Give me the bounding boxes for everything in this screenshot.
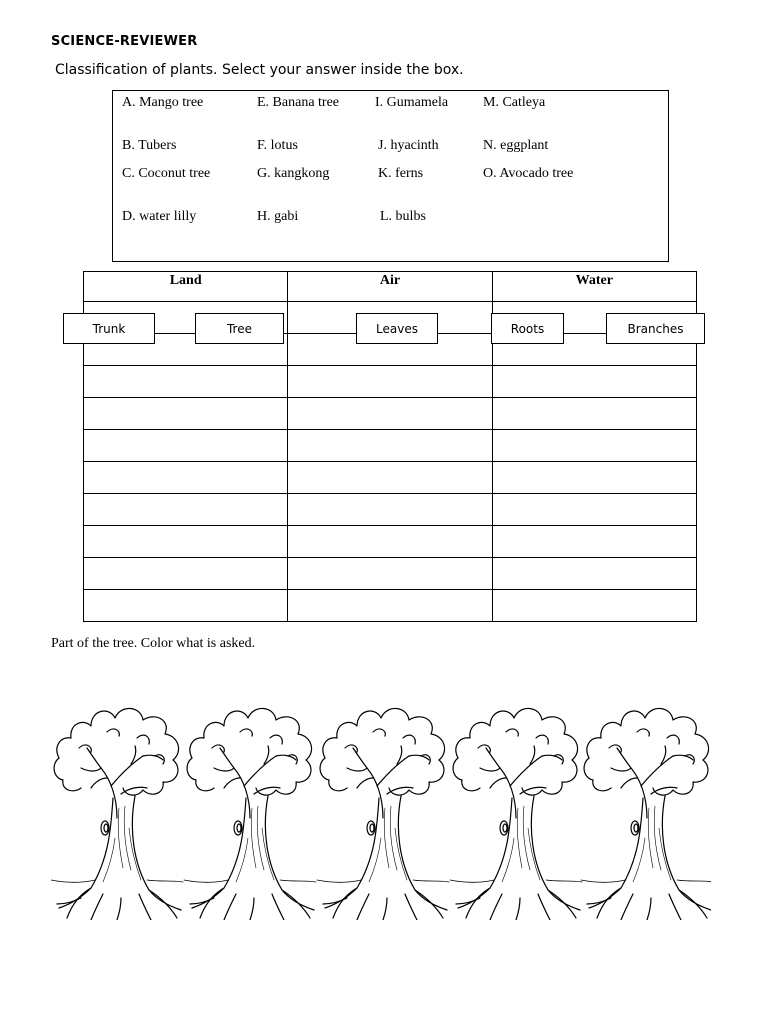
table-row <box>84 526 697 558</box>
answer-cell[interactable] <box>84 398 288 430</box>
answer-choices-box <box>112 90 669 262</box>
column-header-water: Water <box>492 272 696 302</box>
part-label-trunk: Trunk <box>63 313 155 344</box>
choice-item: O. Avocado tree <box>483 166 574 181</box>
choice-item: J. hyacinth <box>378 138 439 153</box>
table-row <box>84 494 697 526</box>
answer-cell[interactable] <box>84 526 288 558</box>
choice-item: M. Catleya <box>483 95 546 110</box>
part-label-roots: Roots <box>491 313 564 344</box>
part-label-branches: Branches <box>606 313 705 344</box>
choice-item: F. lotus <box>257 138 298 153</box>
answer-cell[interactable] <box>84 558 288 590</box>
column-header-land: Land <box>84 272 288 302</box>
tree-illustrations <box>51 698 711 920</box>
choice-item: G. kangkong <box>257 166 330 181</box>
answer-cell[interactable] <box>288 558 492 590</box>
choice-item: B. Tubers <box>122 138 177 153</box>
tree-section-instruction: Part of the tree. Color what is asked. <box>51 636 256 651</box>
table-row <box>84 462 697 494</box>
answer-cell[interactable] <box>492 494 696 526</box>
part-label-leaves: Leaves <box>356 313 438 344</box>
answer-cell[interactable] <box>288 398 492 430</box>
choice-item: A. Mango tree <box>122 95 204 110</box>
answer-cell[interactable] <box>288 494 492 526</box>
answer-cell[interactable] <box>492 398 696 430</box>
answer-cell[interactable] <box>492 430 696 462</box>
answer-cell[interactable] <box>492 526 696 558</box>
answer-cell[interactable] <box>492 590 696 622</box>
answer-cell[interactable] <box>288 430 492 462</box>
instruction-text: Classification of plants. Select your answer inside the box. <box>55 62 464 78</box>
answer-cell[interactable] <box>492 462 696 494</box>
page-title: SCIENCE-REVIEWER <box>51 34 198 49</box>
answer-cell[interactable] <box>84 494 288 526</box>
answer-cell[interactable] <box>288 590 492 622</box>
table-row <box>84 430 697 462</box>
part-label-tree: Tree <box>195 313 284 344</box>
column-header-air: Air <box>288 272 492 302</box>
answer-cell[interactable] <box>492 366 696 398</box>
answer-cell[interactable] <box>84 462 288 494</box>
choice-item: H. gabi <box>257 209 299 224</box>
choice-item: C. Coconut tree <box>122 166 211 181</box>
table-row <box>84 558 697 590</box>
choice-item: I. Gumamela <box>375 95 449 110</box>
table-row <box>84 398 697 430</box>
table-row <box>84 590 697 622</box>
answer-cell[interactable] <box>492 558 696 590</box>
answer-cell[interactable] <box>84 366 288 398</box>
choice-item: E. Banana tree <box>257 95 340 110</box>
choice-item: K. ferns <box>378 166 424 181</box>
answer-cell[interactable] <box>288 462 492 494</box>
choice-item: L. bulbs <box>380 209 426 224</box>
table-row <box>84 366 697 398</box>
choice-item: N. eggplant <box>483 138 549 153</box>
answer-cell[interactable] <box>84 590 288 622</box>
answer-cell[interactable] <box>84 430 288 462</box>
answer-cell[interactable] <box>288 366 492 398</box>
answer-cell[interactable] <box>288 526 492 558</box>
choice-item: D. water lilly <box>122 209 197 224</box>
